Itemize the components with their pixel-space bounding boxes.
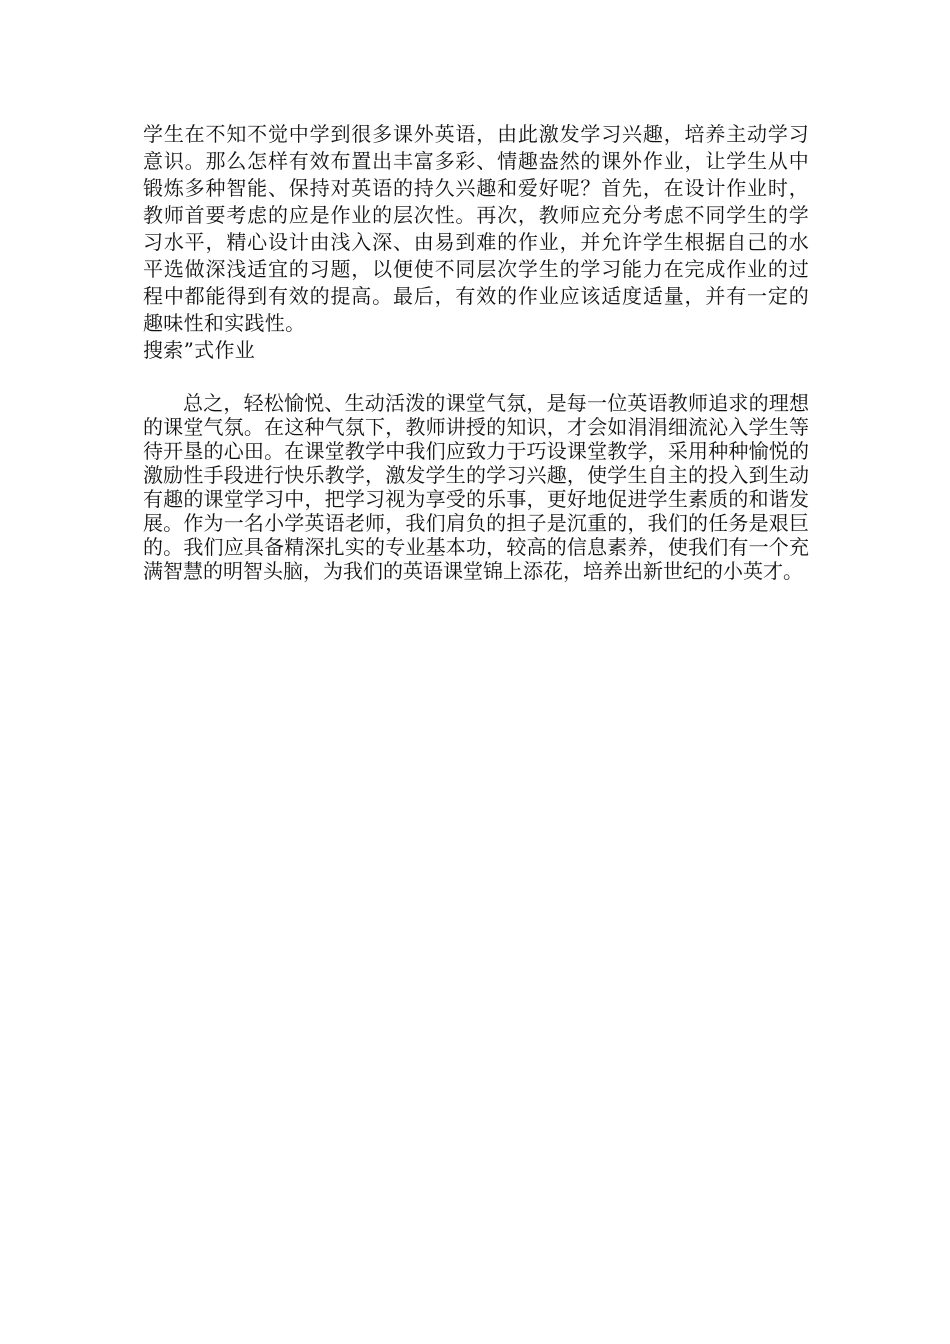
section-heading-search-homework: 搜索”式作业 (143, 338, 256, 362)
paragraph-homework-design: 学生在不知不觉中学到很多课外英语，由此激发学习兴趣，培养主动学习意识。那么怎样有效布置出丰富多彩、情趣盎然的课外作业，让学生从中锻炼多种智能、保持对英语的持久兴趣和爱好呢？首先，在设计作业时，教师首要考虑的应是作业的层次性。再次，教师应充分考虑不同学生的学习水平，精心设计由浅入深、由易到难的作业，并允许学生根据自己的水平选做深浅适宜的习题，以便使不同层次学生的学习能力在完成作业的过程中都能得到有效的提高。最后，有效的作业应该适度适量，并有一定的趣味性和实践性。 (143, 122, 809, 335)
paragraph-conclusion: 总之，轻松愉悦、生动活泼的课堂气氛，是每一位英语教师追求的理想的课堂气氛。在这种气氛下，教师讲授的知识，才会如涓涓细流沁入学生等待开垦的心田。在课堂教学中我们应致力于巧设课堂教学，采用种种愉悦的激励性手段进行快乐教学，激发学生的学习兴趣，使学生自主的投入到生动有趣的课堂学习中，把学习视为享受的乐事，更好地促进学生素质的和谐发展。作为一名小学英语老师，我们肩负的担子是沉重的，我们的任务是艰巨的。我们应具备精深扎实的专业基本功，较高的信息素养，使我们有一个充满智慧的明智头脑，为我们的英语课堂锦上添花，培养出新世纪的小英才。 (143, 391, 809, 583)
paragraph-gap (143, 364, 809, 391)
document-body (143, 121, 809, 583)
